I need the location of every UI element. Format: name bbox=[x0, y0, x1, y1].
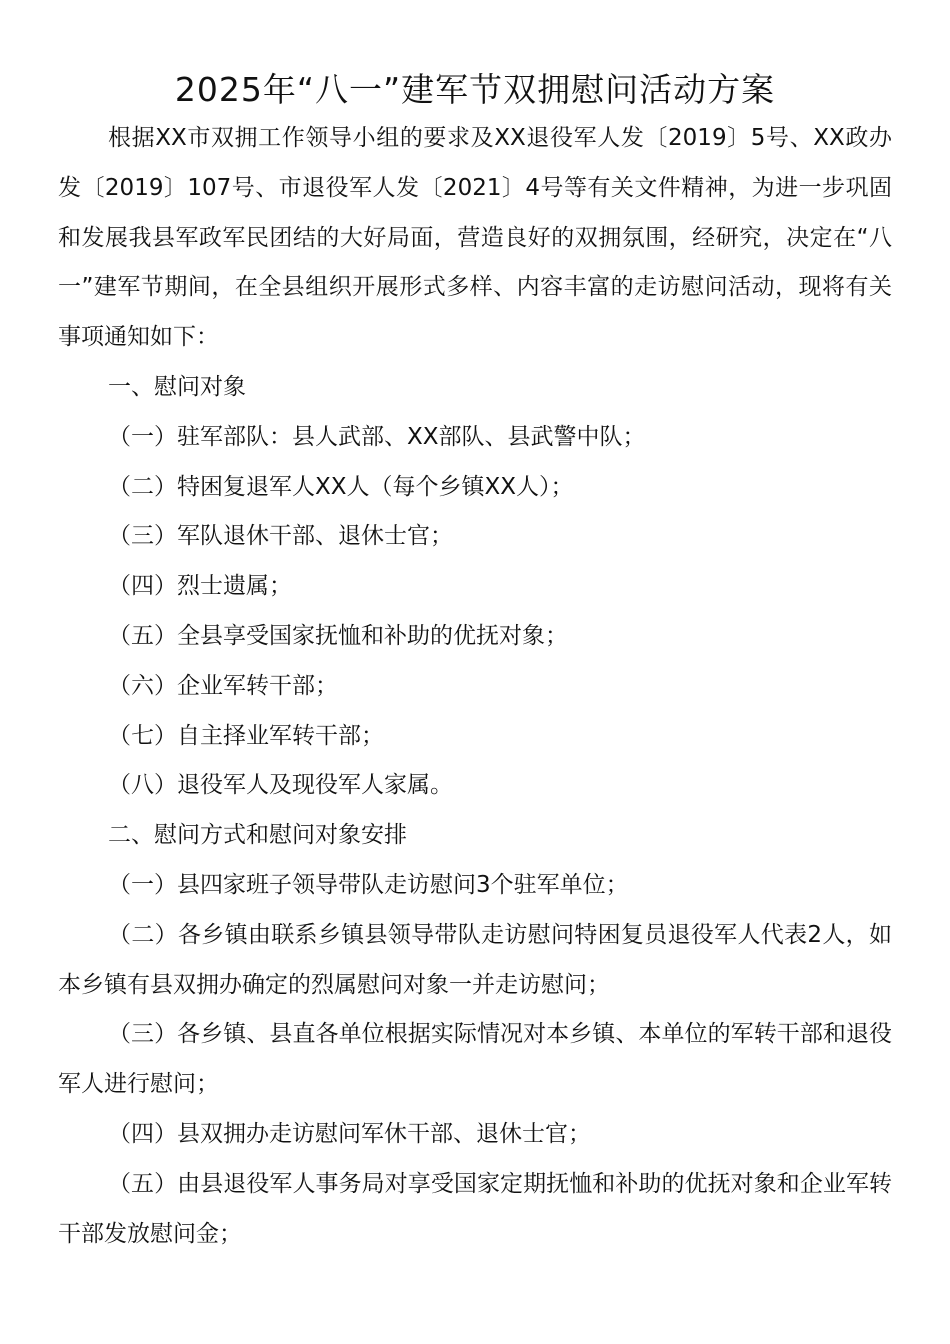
list-item: （七）自主择业军转干部； bbox=[108, 722, 384, 749]
list-item: （一）驻军部队：县人武部、XX部队、县武警中队； bbox=[108, 423, 646, 450]
intro-paragraph: 根据XX市双拥工作领导小组的要求及XX退役军人发〔2019〕5号、XX政办发〔2019〕107号、市退役军人发〔2021〕4号等有关文件精神，为进一步巩固和发展我县军政军民团结的大好局面，营造良好的双拥氛围，经研究，决定在“八一”建军节期间，在全县组织开展形式多样、内容丰富的走访慰问活动，现将有关事项通知如下： bbox=[58, 125, 892, 351]
document-title: 2025年“八一”建军节双拥慰问活动方案 bbox=[174, 70, 776, 109]
list-item: （四）县双拥办走访慰问军休干部、退休士官； bbox=[108, 1120, 591, 1147]
list-item: （三）各乡镇、县直各单位根据实际情况对本乡镇、本单位的军转干部和退役军人进行慰问； bbox=[58, 1021, 892, 1098]
list-item: （二）各乡镇由联系乡镇县领导带队走访慰问特困复员退役军人代表2人，如本乡镇有县双拥办确定的烈属慰问对象一并走访慰问； bbox=[58, 921, 892, 998]
section-heading: 一、慰问对象 bbox=[108, 373, 246, 400]
list-item: （二）特困复退军人XX人（每个乡镇XX人）； bbox=[108, 473, 574, 500]
list-item: （三）军队退休干部、退休士官； bbox=[108, 523, 453, 550]
list-item: （八）退役军人及现役军人家属。 bbox=[108, 772, 453, 799]
list-item: （五）全县享受国家抚恤和补助的优抚对象； bbox=[108, 622, 568, 649]
document-body bbox=[58, 114, 892, 1259]
list-item: （一）县四家班子领导带队走访慰问3个驻军单位； bbox=[108, 871, 629, 898]
list-item: （四）烈士遗属； bbox=[108, 573, 292, 600]
list-item: （六）企业军转干部； bbox=[108, 672, 338, 699]
section-heading: 二、慰问方式和慰问对象安排 bbox=[108, 822, 407, 849]
list-item: （五）由县退役军人事务局对享受国家定期抚恤和补助的优抚对象和企业军转干部发放慰问金； bbox=[58, 1170, 892, 1247]
